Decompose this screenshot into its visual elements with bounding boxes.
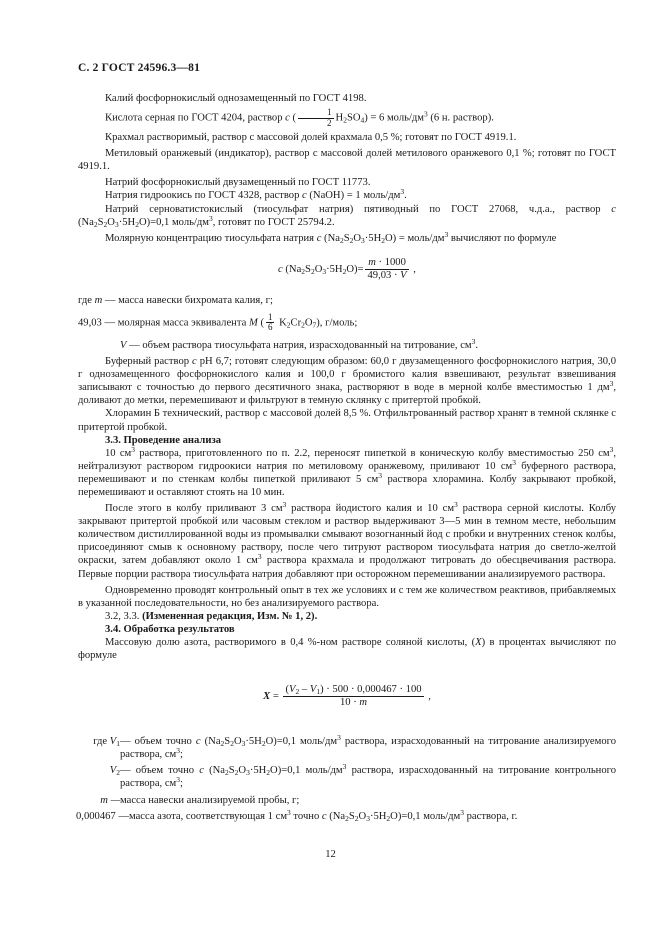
page-header: С. 2 ГОСТ 24596.3—81: [78, 62, 201, 74]
reagent-sodium-phosphate: Натрий фосфорнокислый двузамещенный по ГОСТ 11773.: [105, 177, 371, 189]
section-3-3-para-3: Одновременно проводят контрольный опыт в тех же условиях и с тем же количеством реактивов, прибавляемых в указанной последовательности, но без анализируемого раствора.: [78, 584, 616, 609]
document-body: [78, 92, 616, 823]
reagent-starch: Крахмал растворимый, раствор с массовой долей крахмала 0,5 %; готовят по ГОСТ 4919.1.: [105, 132, 517, 144]
fraction-sixth: $\frac{1}{6}$: [267, 311, 273, 333]
formula2-fraction: $\frac{(V_2 - V_1) \cdot 500 \cdot 0,000467 \cdot 100}{10 \cdot m}$: [285, 684, 422, 709]
where-mass: m — масса навески анализируемой пробы, г;: [100, 794, 300, 806]
where-v1: где $V_1$ — объем точно c $(Na_2S_2O_3\cdot 5H_2O)=0,1$ моль/$дм^3$ раствора, израсходованный на титрование анализируемого раствора, $см^3$;: [93, 733, 617, 761]
section-3-4-title: 3.4. Обработка результатов: [105, 623, 235, 635]
where-v2: $V_2$ — объем точно c $(Na_2S_2O_3\cdot 5H_2O)=0,1$ моль/$дм^3$ раствора, израсходованный на титрование контрольного раствора, $см^3$;: [109, 762, 617, 790]
where-m: где m — масса навески бихромата калия, г;: [78, 294, 273, 306]
reagent-sodium-hydroxide: Натрия гидроокись по ГОСТ 4328, раствор c (NaOH) = 1 моль/$дм^3$.: [105, 187, 407, 202]
fraction-half: $\frac{1}{2}$: [298, 108, 334, 128]
where-nitrogen-mass: 0,000467 — масса азота, соответствующая 1 $см^3$ точно c $(Na_2S_2O_3\cdot 5H_2O)=0,1$ моль/$дм^3$ раствора, г.: [76, 807, 518, 823]
page-number: 12: [325, 849, 336, 860]
reagent-sulfuric-acid: Кислота серная по ГОСТ 4204, раствор c ( $\frac{1}{2}$ $H_2SO_4) = 6$ моль/$дм^3$ (6 н. раствор).: [105, 107, 494, 128]
section-3-4-para-1: Массовую долю азота, растворимого в 0,4 %-ном растворе соляной кислоты, (X) в процентах вычисляют по формуле: [78, 637, 616, 662]
section-3-3-title: 3.3. Проведение анализа: [105, 434, 221, 446]
formula-thiosulfate-concentration: c $(Na_2S_2O_3\cdot 5H_2O)=$ $\frac{m \cdot 1000}{49,03 \cdot V}$ ,: [278, 256, 416, 281]
where-v: V — объем раствора тиосульфата натрия, израсходованный на титрование, $см^3$.: [120, 336, 479, 351]
buffer-solution: Буферный раствор c pH 6,7; готовят следующим образом: 60,0 г двузамещенного фосфорнокислого натрия, 30,0 г однозамещенного фосфорнокислого калия и 100,0 г бромистого калия взвешивают, результат взвешивания записывают с точностью до первого десятичного знака, растворяют в воде в мерной колбе вместимостью 1 $дм^3$, доливают до метки, перемешивают и фильтруют в темную склянку с притертой пробкой.: [78, 356, 616, 407]
formula-nitrogen-fraction: X = $\frac{(V_2 - V_1) \cdot 500 \cdot 0,000467 \cdot 100}{10 \cdot m}$ ,: [263, 684, 431, 709]
reagent-potassium-phosphate: Калий фосфорнокислый однозамещенный по ГОСТ 4198.: [105, 93, 367, 104]
section-3-3-para-2: После этого в колбу приливают 3 $см^3$ раствора йодистого калия и 10 $см^3$ раствора серной кислоты. Колбу закрывают притертой пробкой или часовым стеклом и раствор выдерживают 3—5 мин в темном месте, небольшим количеством дистиллированной воды из промывалки смывают возогнанный йод с пробки и внутренних стенок колбы, присоединяют смыв к основному раствору, после чего титруют раствором тиосульфата натрия до светло-желтой окраски, затем добавляют около 1 $см^3$ раствора крахмала и продолжают титровать до обесцвечивания раствора. Первые порции раствора тиосульфата натрия добавляют при осторожном перемешивании анализируемого раствора.: [78, 500, 616, 580]
amendment-note: 3.2, 3.3. (Измененная редакция, Изм. № 1, 2).: [105, 610, 318, 622]
where-molar-mass: 49,03 — молярная масса эквивалента M ( $\frac{1}{6}$ $K_2Cr_2O_7$), г/моль;: [78, 311, 358, 333]
section-3-3-para-1: 10 $см^3$ раствора, приготовленного по п. 2.2, переносят пипеткой в коническую колбу вместимостью 250 $см^3$, нейтрализуют раствором гидроокиси натрия по метиловому оранжевому, приливают 10 $см^3$ буферного раствора, перемешивают и по стенкам колбы пипеткой приливают 5 $см^3$ раствора хлорамина. Колбу закрывают пробкой, перемешивают и оставляют стоять на 10 мин.: [78, 444, 617, 498]
reagent-sodium-thiosulfate: Натрий серноватистокислый (тиосульфат натрия) пятиводный по ГОСТ 27068, ч.д.а., раствор c $(Na_2S_2O_3\cdot 5H_2O)=0,1$ моль/$дм^3$, готовят по ГОСТ 25794.2.: [78, 203, 616, 229]
molar-concentration-text: Молярную концентрацию тиосульфата натрия c $(Na_2S_2O_3\cdot 5H_2O)$ = моль/$дм^3$ вычисляют по формуле: [105, 229, 557, 245]
chloramine-solution: Хлорамин Б технический, раствор с массовой долей 8,5 %. Отфильтрованный раствор хранят в темной склянке с притертой пробкой.: [78, 408, 616, 433]
reagent-methyl-orange: Метиловый оранжевый (индикатор), раствор с массовой долей метилового оранжевого 0,1 %; готовят по ГОСТ 4919.1.: [78, 148, 616, 173]
formula1-fraction: $\frac{m \cdot 1000}{49,03 \cdot V}$: [367, 256, 407, 281]
